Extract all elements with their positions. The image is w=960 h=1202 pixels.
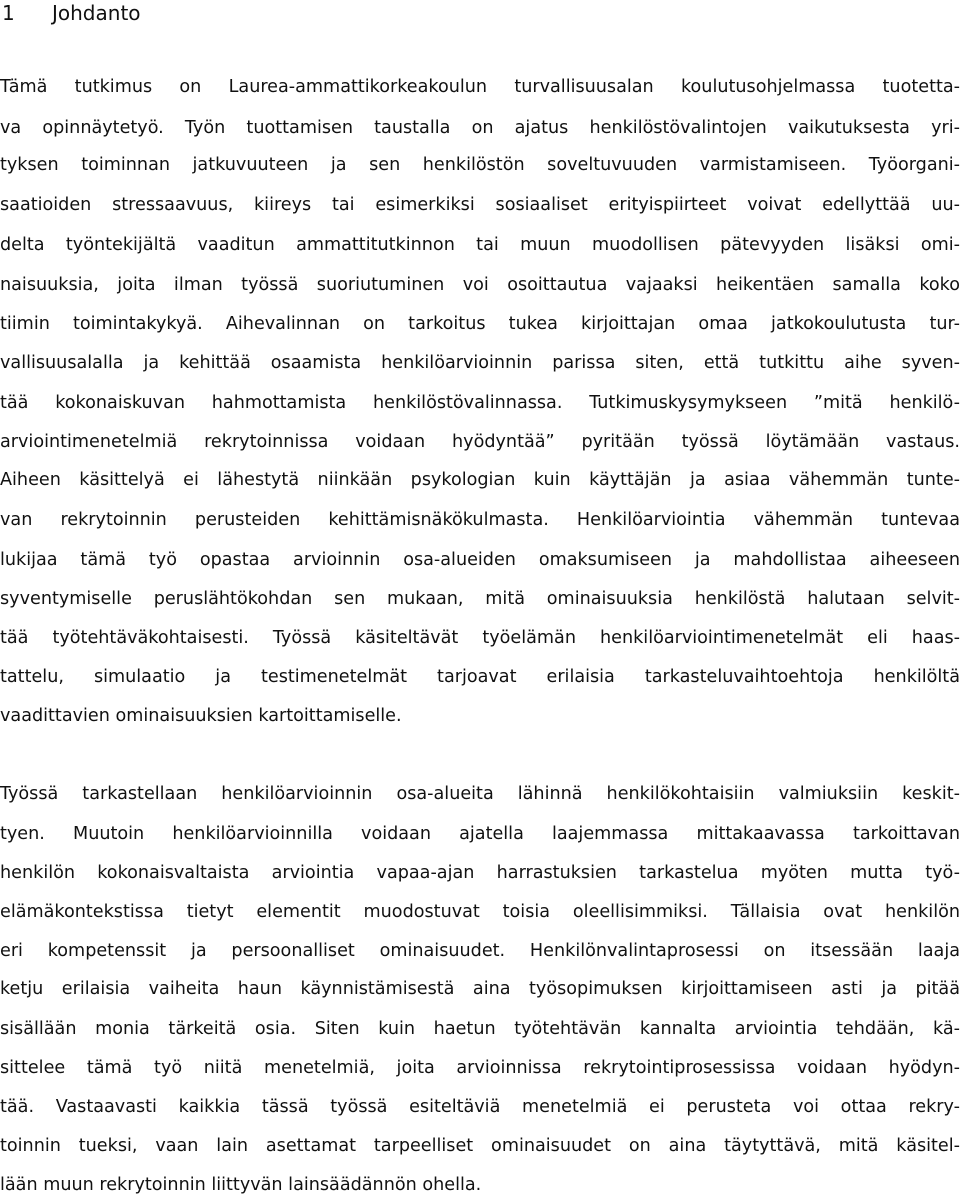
section-title: Johdanto xyxy=(52,1,141,25)
paragraph-line: toinnin tueksi, vaan lain asettamat tarpeelliset ominaisuudet on aina täytyttävä, mitä käsitel- xyxy=(0,1136,960,1156)
paragraph-line: tyksen toiminnan jatkuvuuteen ja sen henkilöstön soveltuvuuden varmistamiseen. Työorgani- xyxy=(0,155,960,175)
paragraph-line: tää työtehtäväkohtaisesti. Työssä käsiteltävät työelämän henkilöarviointimenetelmät eli haas- xyxy=(0,628,960,648)
paragraph-line: sisällään monia tärkeitä osia. Siten kuin haetun työtehtävän kannalta arviointia tehdään, kä- xyxy=(0,1019,960,1039)
paragraph-line: van rekrytoinnin perusteiden kehittämisnäkökulmasta. Henkilöarviointia vähemmän tuntevaa xyxy=(0,510,960,530)
paragraph-line: henkilön kokonaisvaltaista arviointia vapaa-ajan harrastuksien tarkastelua myöten mutta työ- xyxy=(0,863,960,883)
paragraph-line: tää. Vastaavasti kaikkia tässä työssä esiteltäviä menetelmiä ei perusteta voi ottaa rekry- xyxy=(0,1097,960,1117)
paragraph-line: vaadittavien ominaisuuksien kartoittamiselle. xyxy=(0,706,402,726)
paragraph-line: Aiheen käsittelyä ei lähestytä niinkään psykologian kuin käyttäjän ja asiaa vähemmän tunte- xyxy=(0,470,960,490)
paragraph-line: tiimin toimintakykyä. Aihevalinnan on tarkoitus tukea kirjoittajan omaa jatkokoulutusta tur- xyxy=(0,314,960,334)
paragraph-line: delta työntekijältä vaaditun ammattitutkinnon tai muun muodollisen pätevyyden lisäksi omi- xyxy=(0,235,960,255)
paragraph-line: saatioiden stressaavuus, kiireys tai esimerkiksi sosiaaliset erityispiirteet voivat edellyttää uu- xyxy=(0,195,960,215)
paragraph-line: va opinnäytetyö. Työn tuottamisen taustalla on ajatus henkilöstövalintojen vaikutuksesta yri- xyxy=(0,118,960,138)
paragraph-line: sittelee tämä työ niitä menetelmiä, joita arvioinnissa rekrytointiprosessissa voidaan hyödyn- xyxy=(0,1058,960,1078)
paragraph-line: eri kompetenssit ja persoonalliset ominaisuudet. Henkilönvalintaprosessi on itsessään laaja xyxy=(0,941,960,961)
paragraph-line: tattelu, simulaatio ja testimenetelmät tarjoavat erilaisia tarkasteluvaihtoehtoja henkilöltä xyxy=(0,667,960,687)
paragraph-line: tyen. Muutoin henkilöarvioinnilla voidaan ajatella laajemmassa mittakaavassa tarkoittavan xyxy=(0,824,960,844)
paragraph-line: lukijaa tämä työ opastaa arvioinnin osa-alueiden omaksumiseen ja mahdollistaa aiheeseen xyxy=(0,550,960,570)
paragraph-line: tää kokonaiskuvan hahmottamista henkilöstövalinnassa. Tutkimuskysymykseen ”mitä henkilö- xyxy=(0,393,960,413)
paragraph-line: Työssä tarkastellaan henkilöarvioinnin osa-alueita lähinnä henkilökohtaisiin valmiuksiin keskit- xyxy=(0,784,960,804)
section-heading xyxy=(2,0,141,26)
paragraph-line: Tämä tutkimus on Laurea-ammattikorkeakoulun turvallisuusalan koulutusohjelmassa tuotetta- xyxy=(0,77,960,97)
paragraph-line: ketju erilaisia vaiheita haun käynnistämisestä aina työsopimuksen kirjoittamiseen asti ja pitää xyxy=(0,979,960,999)
section-number: 1 xyxy=(2,1,15,25)
paragraph-line: naisuuksia, joita ilman työssä suoriutuminen voi osoittautua vajaaksi heikentäen samalla koko xyxy=(0,275,960,295)
paragraph-line: lään muun rekrytoinnin liittyvän lainsäädännön ohella. xyxy=(0,1175,482,1195)
paragraph-line: syventymiselle peruslähtökohdan sen mukaan, mitä ominaisuuksia henkilöstä halutaan selvit- xyxy=(0,589,960,609)
paragraph-line: vallisuusalalla ja kehittää osaamista henkilöarvioinnin parissa siten, että tutkittu aihe syven- xyxy=(0,353,960,373)
paragraph-line: arviointimenetelmiä rekrytoinnissa voidaan hyödyntää” pyritään työssä löytämään vastaus. xyxy=(0,432,960,452)
paragraph-line: elämäkontekstissa tietyt elementit muodostuvat toisia oleellisimmiksi. Tällaisia ovat henkilön xyxy=(0,902,960,922)
